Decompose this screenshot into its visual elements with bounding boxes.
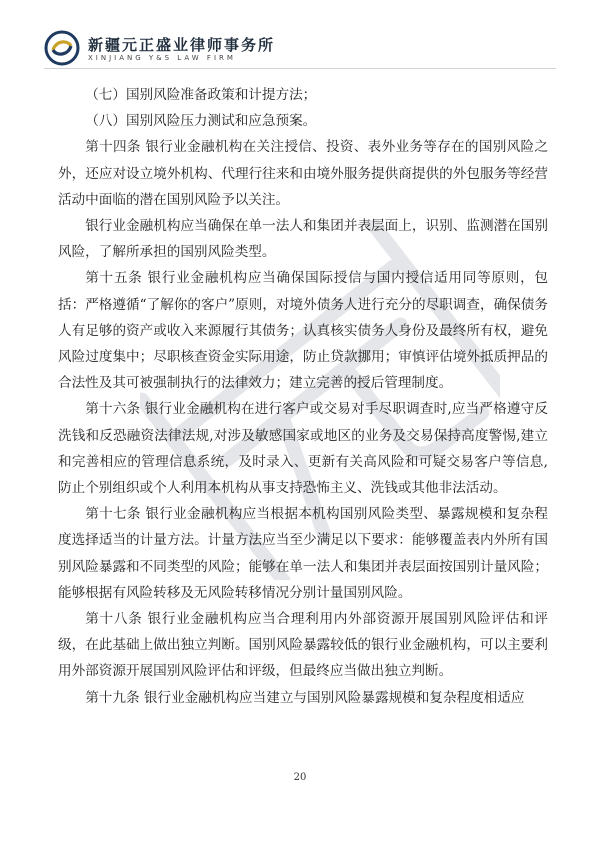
paragraph-article-16: 第十六条 银行业金融机构在进行客户或交易对手尽职调查时,应当严格遵守反洗钱和反恐融资法律法规,对涉及敏感国家或地区的业务及交易保持高度警惕,建立和完善相应的管理信息系统，及时录入、更新有关高风险和可疑交易客户等信息,防止个别组织或个人利用本机构从事支持恐怖主义、洗钱或其他非法活动。 — [58, 401, 548, 497]
paragraph-article-19: 第十九条 银行业金融机构应当建立与国别风险暴露规模和复杂程度相适应 — [85, 689, 525, 706]
firm-logo-icon — [44, 30, 80, 66]
paragraph-article-18: 第十八条 银行业金融机构应当合理利用内外部资源开展国别风险评估和评级，在此基础上做出独立判断。国别风险暴露较低的银行业金融机构，可以主要利用外部资源开展国别风险评估和评级，但最终应当做出独立判断。 — [58, 611, 548, 680]
page-number: 20 — [293, 772, 307, 783]
header-divider — [44, 68, 556, 69]
paragraph: （七）国别风险准备政策和计提方法； — [85, 87, 317, 103]
firm-name-en: XINJIANG Y&S LAW FIRM — [88, 54, 236, 62]
paragraph-article-15: 第十五条 银行业金融机构应当确保国际授信与国内授信适用同等原则，包括：严格遵循“了解你的客户”原则，对境外债务人进行充分的尽职调查，确保债务人有足够的资产或收入来源履行其债务；认真核实债务人身份及最终所有权，避免风险过度集中；尽职核查资金实际用途，防止贷款挪用；审慎评估境外抵质押品的合法性及其可被强制执行的法律效力；建立完善的授后管理制度。 — [58, 270, 548, 392]
firm-name-cn: 新疆元正盛业律师事务所 — [88, 36, 276, 54]
paragraph: （八）国别风险压力测试和应急预案。 — [85, 113, 317, 130]
document-body — [58, 82, 548, 711]
paragraph: 银行业金融机构应当确保在单一法人和集团并表层面上，识别、监测潜在国别风险，了解所承担的国别风险类型。 — [58, 218, 548, 261]
paragraph-article-14: 第十四条 银行业金融机构在关注授信、投资、表外业务等存在的国别风险之外，还应对设立境外机构、代理行往来和由境外服务提供商提供的外包服务等经营活动中面临的潜在国别风险予以关注。 — [58, 139, 548, 208]
letterhead — [44, 30, 564, 70]
paragraph-article-17: 第十七条 银行业金融机构应当根据本机构国别风险类型、暴露规模和复杂程度选择适当的计量方法。计量方法应当至少满足以下要求：能够覆盖表内外所有国别风险暴露和不同类型的风险；能够在单一法人和集团并表层面按国别计量风险；能够根据有风险转移及无风险转移情况分别计量国别风险。 — [58, 506, 548, 601]
